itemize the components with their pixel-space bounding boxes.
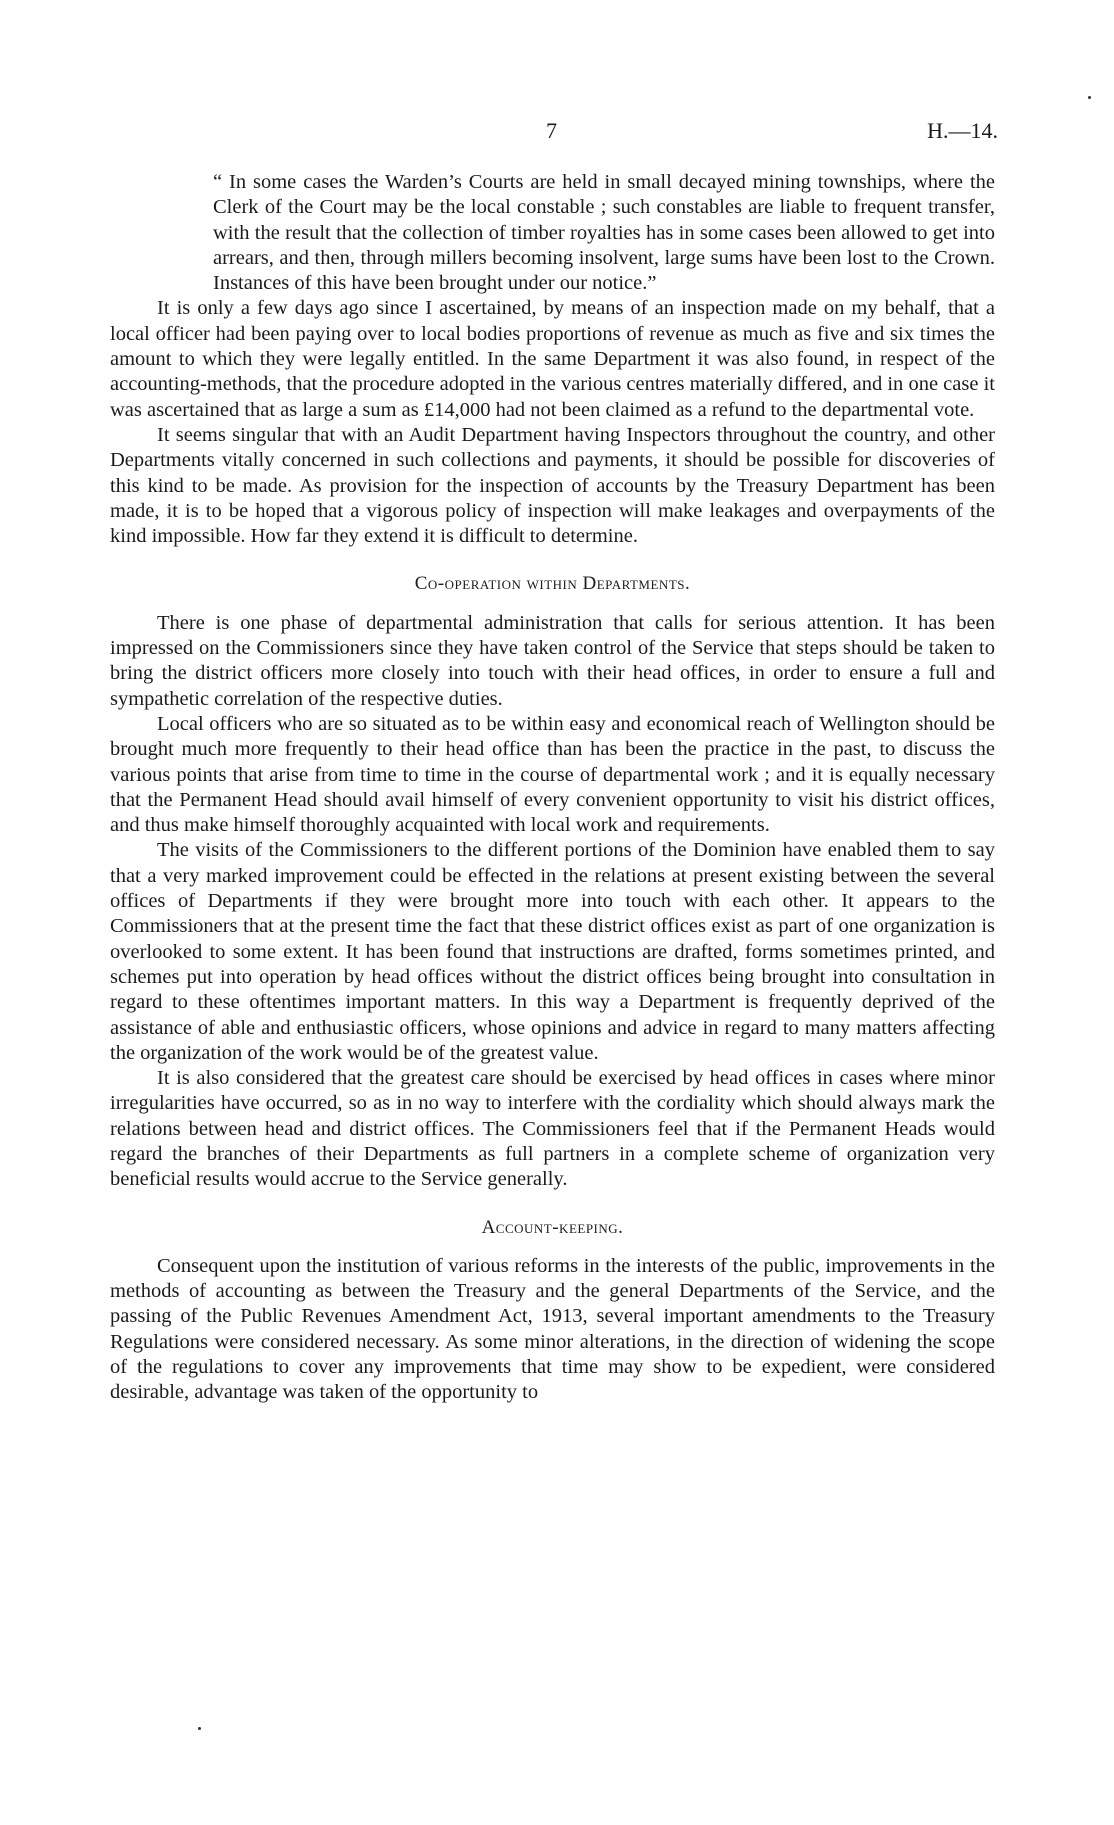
body-paragraph: Consequent upon the institution of various reforms in the interests of the public, improvements in the methods of accounting as between the Treasury and the general Departments of the Service, and the passing of the Public Revenues Amendment Act, 1913, several important amendments to the Treasury Regulations were considered necessary. As some minor alterations, in the direction of widening the scope of the regulations to cover any improvements that time may show to be expedient, were considered desirable, advantage was taken of the opportunity to	[110, 1254, 995, 1404]
body-paragraph: The visits of the Commissioners to the different portions of the Dominion have enabled them to say that a very marked improvement could be effected in the relations at present existing between the several offices of Departments if they were brought more into touch with each other. It appears to the Commissioners that at the present time the fact that these district offices exist as part of one organization is overlooked to some extent. It has been found that instructions are drafted, forms sometimes printed, and schemes put into operation by head offices without the district offices being brought into consultation in regard to these oftentimes important matters. In this way a Department is frequently deprived of the assistance of able and enthusiastic officers, whose opinions and advice in regard to many matters affecting the organization of the work would be of the greatest value.	[110, 839, 995, 1064]
body-paragraph: It is also considered that the greatest care should be exercised by head offices in cases where minor irregularities have occurred, so as in no way to interfere with the cordiality which should always mark the relations between head and district offices. The Commissioners feel that if the Permanent Heads would regard the branches of their Departments as full partners in a complete scheme of organization very beneficial results would accrue to the Service generally.	[110, 1067, 995, 1191]
scan-speck	[198, 1727, 201, 1730]
body-paragraph: Local officers who are so situated as to be within easy and economical reach of Wellington should be brought much more frequently to their head office than has been the practice in the past, to discuss the various points that arise from time to time in the course of departmental work ; and it is equally necessary that the Permanent Head should avail himself of every convenient opportunity to visit his district offices, and thus make himself thoroughly acquainted with local work and requirements.	[110, 712, 995, 837]
scan-speck	[1088, 96, 1091, 99]
body-paragraph: There is one phase of departmental administration that calls for serious attention. It has been impressed on the Commissioners since they have taken control of the Service that steps should be taken to bring the district officers more closely into touch with their head offices, in order to ensure a full and sympathetic correlation of the respective duties.	[110, 611, 995, 710]
section-heading-account-keeping: Account-keeping.	[481, 1216, 624, 1238]
document-body	[110, 170, 995, 1406]
body-paragraph: It is only a few days ago since I ascertained, by means of an inspection made on my behalf, that a local officer had been paying over to local bodies proportions of revenue as much as five and six times the amount to which they were legally entitled. In the same Department it was also found, in respect of the accounting-methods, that the procedure adopted in the various centres materially differed, and in one case it was ascertained that as large a sum as £14,000 had not been claimed as a refund to the departmental vote.	[110, 297, 995, 421]
document-reference: H.—14.	[927, 118, 998, 143]
page-header	[0, 118, 1114, 148]
body-paragraph: It seems singular that with an Audit Department having Inspectors throughout the country, and other Departments vitally concerned in such collections and payments, it should be possible for discoveries of this kind to be made. As provision for the inspection of accounts by the Treasury Department has been made, it is to be hoped that a vigorous policy of inspection will make leakages and overpayments of the kind impossible. How far they extend it is difficult to determine.	[110, 423, 995, 548]
page-number: 7	[546, 118, 557, 143]
section-heading-co-operation: Co-operation within Departments.	[414, 573, 691, 595]
quoted-paragraph: “ In some cases the Warden’s Courts are held in small decayed mining townships, where the Clerk of the Court may be the local constable ; such constables are liable to frequent transfer, with the result that the collection of timber royalties has in some cases been allowed to get into arrears, and then, through millers becoming insolvent, large sums have been lost to the Crown. Instances of this have been brought under our notice.”	[213, 171, 995, 295]
